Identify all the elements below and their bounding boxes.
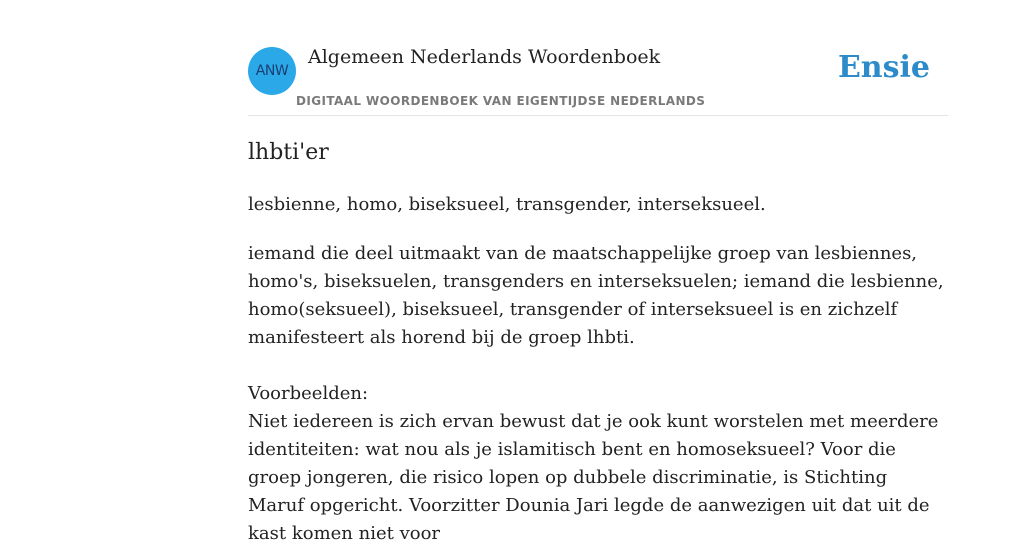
entry-definition: iemand die deel uitmaakt van de maatschappelijke groep van lesbiennes, homo's, biseksuelen, transgenders en interseksuelen; iemand die lesbienne, homo(seksueel), biseksueel, transgender of interseksueel is en zichzelf manifesteert als horend bij de groep lhbti.	[248, 243, 944, 348]
page	[248, 0, 948, 544]
example-text: Niet iedereen is zich ervan bewust dat je ook kunt worstelen met meerdere identiteiten: wat nou als je islamitisch bent en homoseksueel? Voor die groep jongeren, die risico lopen op dubbele discriminatie, is Stichting Maruf opgericht. Voorzitter Dounia Jari legde de aanwezigen uit dat uit de kast komen niet voor	[248, 411, 939, 544]
anw-logo[interactable]: ANW	[248, 47, 296, 95]
site-header	[248, 0, 948, 116]
entry-title: lhbti'er	[248, 140, 329, 165]
examples-label: Voorbeelden:	[248, 383, 369, 404]
ensie-logo[interactable]: Ensie	[837, 50, 930, 85]
site-title[interactable]: Algemeen Nederlands Woordenboek	[308, 46, 661, 68]
entry-expansion: lesbienne, homo, biseksueel, transgender, interseksueel.	[248, 194, 766, 215]
site-subtitle: DIGITAAL WOORDENBOEK VAN EIGENTIJDSE NEDERLANDS	[296, 94, 706, 108]
